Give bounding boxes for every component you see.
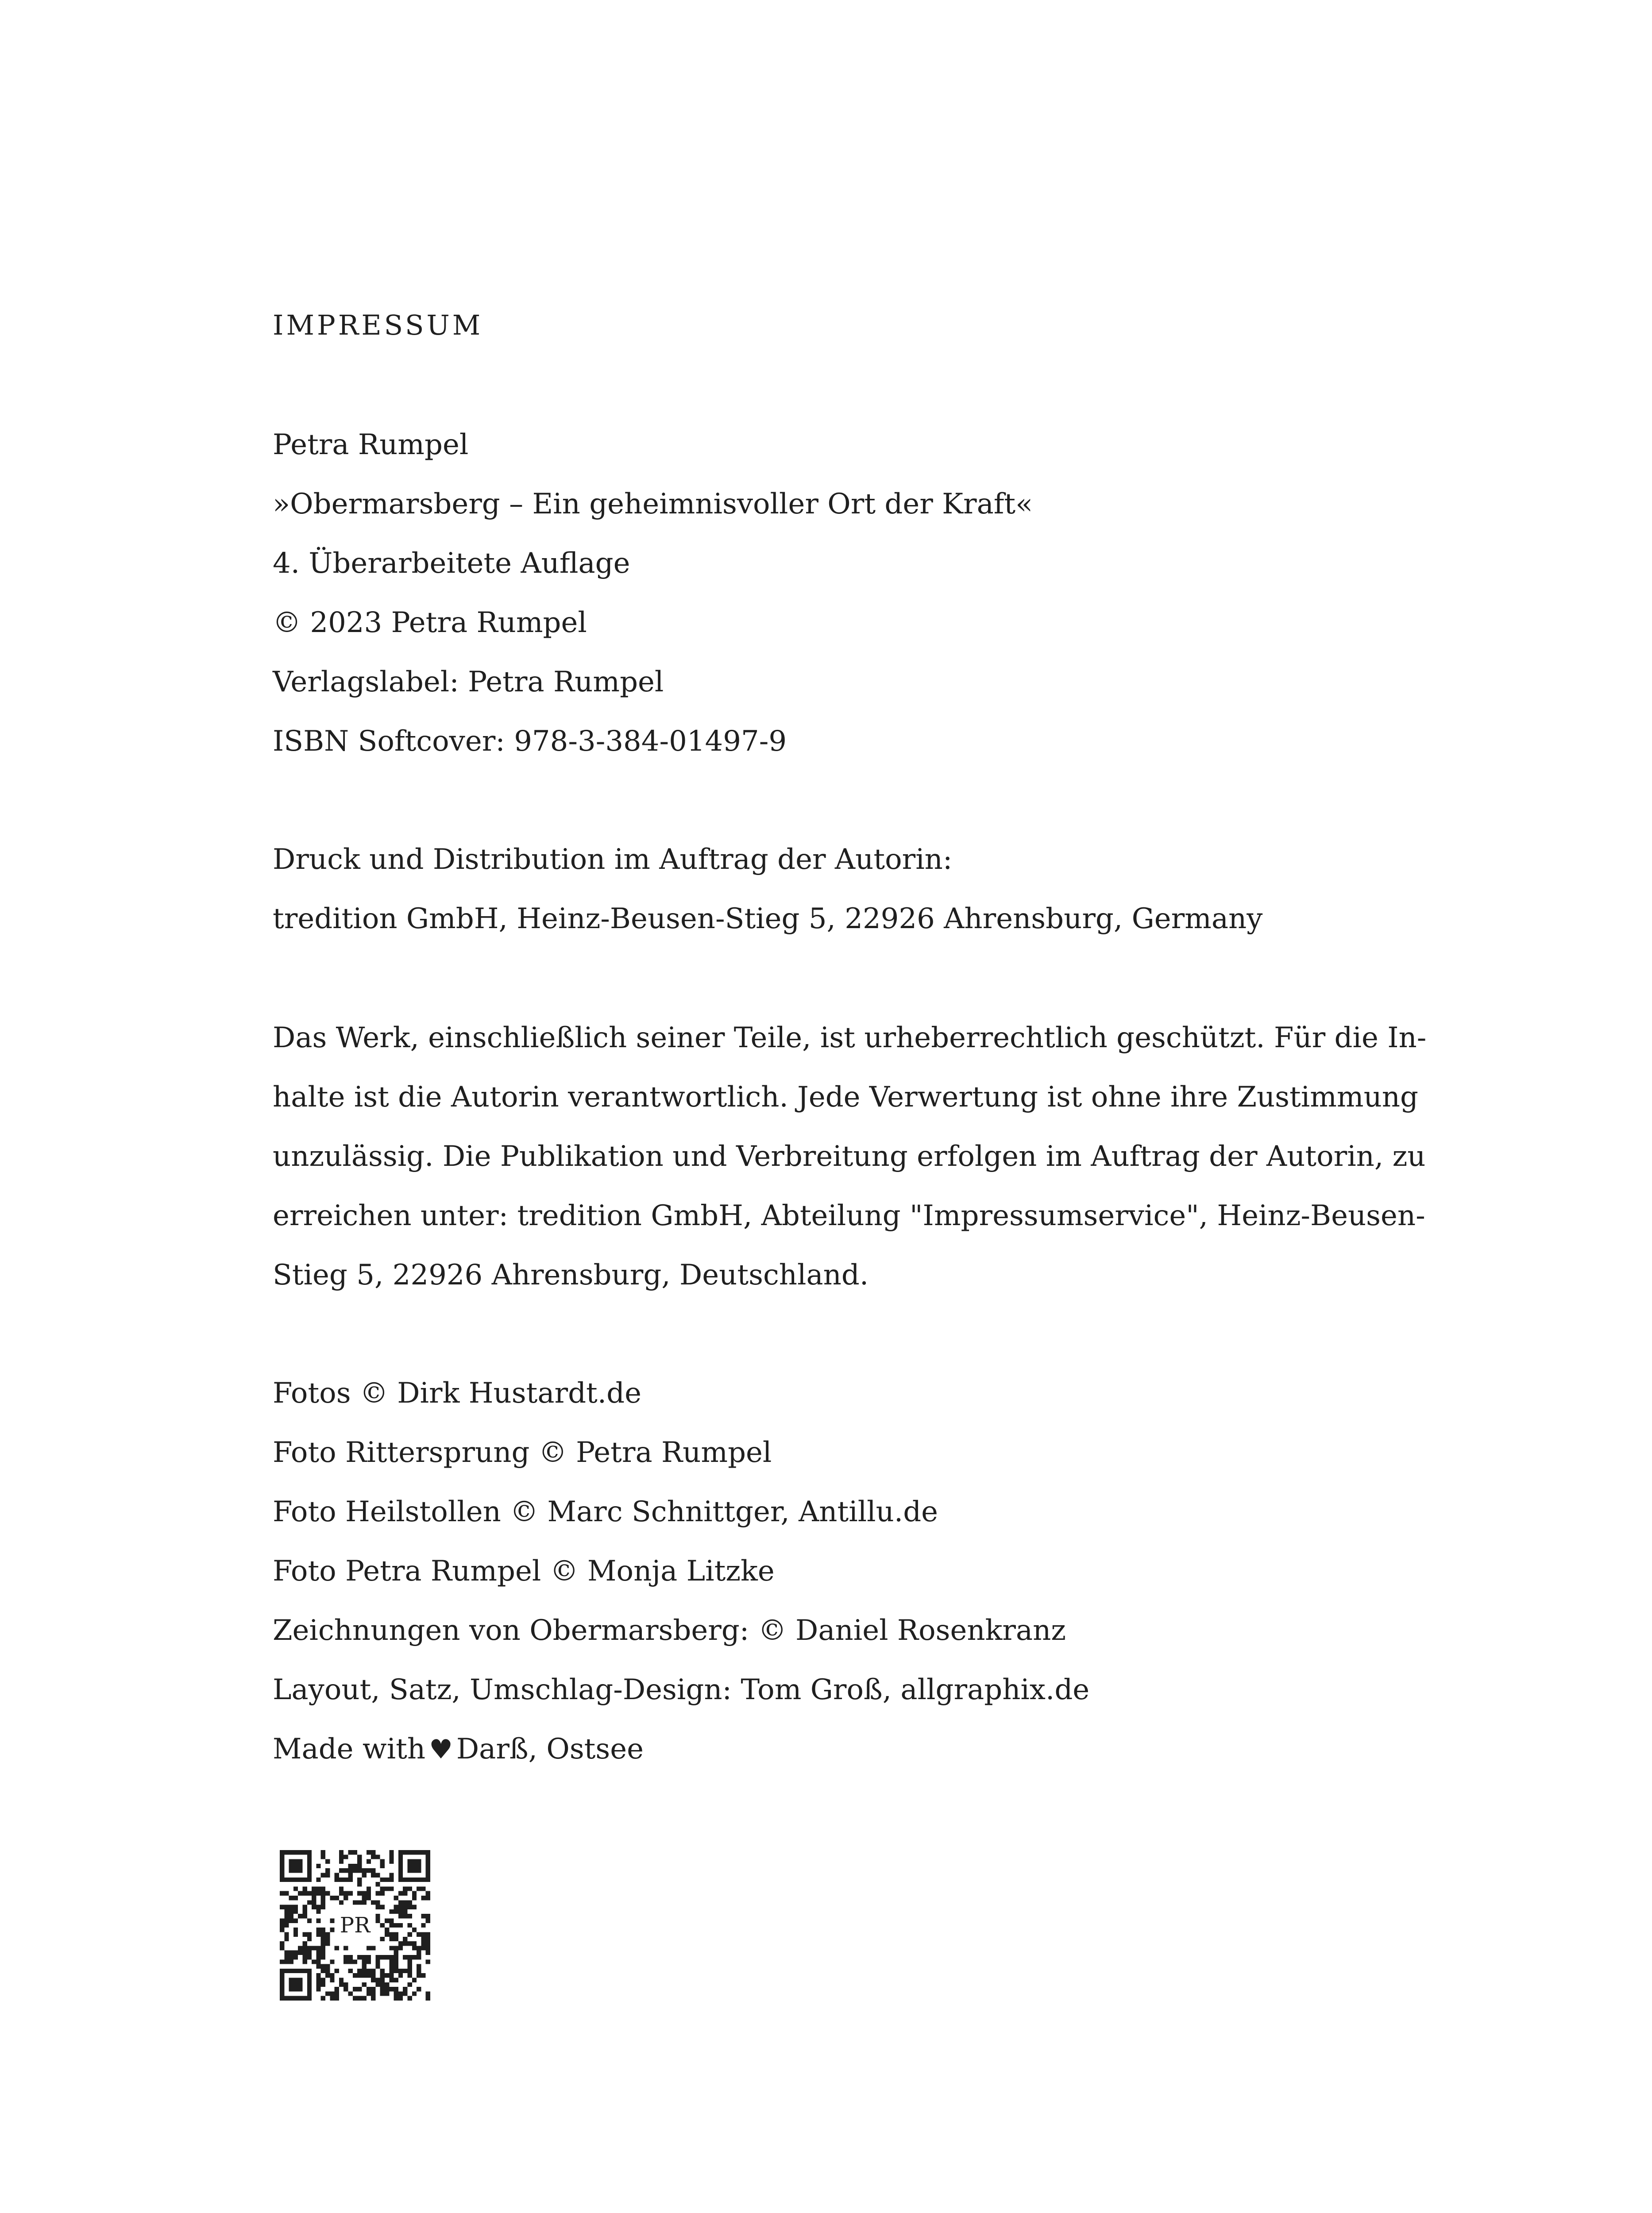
copyright-line: © 2023 Petra Rumpel <box>273 606 587 639</box>
qr-logo: PR <box>336 1907 374 1944</box>
book-title: »Obermarsberg – Ein geheimnisvoller Ort der Kraft« <box>273 488 1033 520</box>
distribution-line: Druck und Distribution im Auftrag der Autorin: <box>273 843 953 876</box>
page-title: IMPRESSUM <box>273 309 483 341</box>
publisher-label: Verlagslabel: Petra Rumpel <box>273 666 664 698</box>
qr-code-icon <box>280 1850 430 2001</box>
made-with-suffix: Darß, Ostsee <box>456 1733 644 1766</box>
credits-block <box>273 1364 1089 1779</box>
notice-line: unzulässig. Die Publikation und Verbreitung erfolgen im Auftrag der Autorin, zu <box>273 1140 1426 1173</box>
credit-line: Foto Petra Rumpel © Monja Litzke <box>273 1555 775 1588</box>
notice-line: Stieg 5, 22926 Ahrensburg, Deutschland. <box>273 1259 869 1292</box>
edition: 4. Überarbeitete Auflage <box>273 547 630 580</box>
distribution-address: tredition GmbH, Heinz-Beusen-Stieg 5, 22926 Ahrensburg, Germany <box>273 902 1263 935</box>
heart-icon: ♥ <box>429 1734 453 1765</box>
credit-line: Layout, Satz, Umschlag-Design: Tom Groß, allgraphix.de <box>273 1673 1090 1706</box>
distribution-block <box>273 830 1262 948</box>
credit-line: Zeichnungen von Obermarsberg: © Daniel Rosenkranz <box>273 1614 1066 1647</box>
credit-line: Fotos © Dirk Hustardt.de <box>273 1377 641 1410</box>
author-name: Petra Rumpel <box>273 428 469 461</box>
notice-line: Das Werk, einschließlich seiner Teile, ist urheberrechtlich geschützt. Für die In- <box>273 1022 1427 1054</box>
credit-line: Foto Heilstollen © Marc Schnittger, Antillu.de <box>273 1496 938 1528</box>
notice-line: erreichen unter: tredition GmbH, Abteilung "Impressumservice", Heinz-Beusen- <box>273 1199 1425 1232</box>
notice-line: halte ist die Autorin verantwortlich. Jede Verwertung ist ohne ihre Zustimmung <box>273 1081 1418 1114</box>
made-with-prefix: Made with <box>273 1733 426 1766</box>
isbn: ISBN Softcover: 978-3-384-01497-9 <box>273 725 787 758</box>
made-with-line <box>273 1720 1089 1779</box>
credit-line: Foto Rittersprung © Petra Rumpel <box>273 1436 772 1469</box>
book-info-block <box>273 415 1033 771</box>
copyright-notice-block <box>273 1008 1426 1305</box>
